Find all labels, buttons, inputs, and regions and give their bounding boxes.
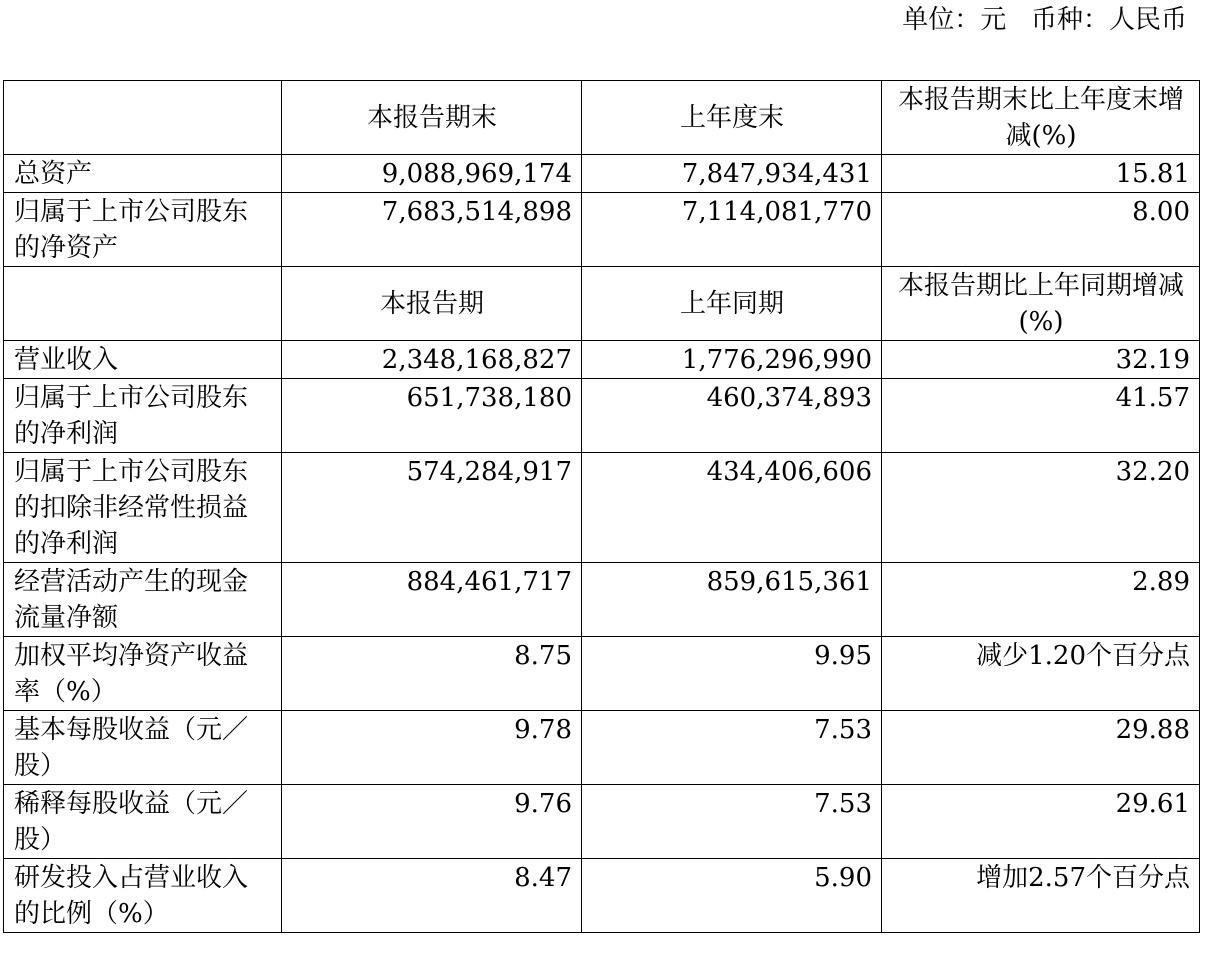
- row-prior-value: 859,615,361: [582, 563, 882, 637]
- row-prior-value: 7.53: [582, 711, 882, 785]
- table-row: [4, 859, 1200, 933]
- row-prior-value: 7.53: [582, 785, 882, 859]
- row-label: 经营活动产生的现金流量净额: [4, 563, 282, 637]
- header-change-vs-prior-period: 本报告期比上年同期增减(%): [882, 267, 1200, 341]
- row-change-value: 8.00: [882, 193, 1200, 267]
- table-row: [4, 637, 1200, 711]
- row-change-value: 2.89: [882, 563, 1200, 637]
- row-prior-value: 7,114,081,770: [582, 193, 882, 267]
- row-label: 归属于上市公司股东的扣除非经常性损益的净利润: [4, 453, 282, 563]
- row-change-value: 29.88: [882, 711, 1200, 785]
- financial-data-table: [3, 80, 1200, 933]
- table-row: [4, 711, 1200, 785]
- unit-currency-note: 单位：元 币种：人民币: [902, 5, 1187, 35]
- row-current-value: 651,738,180: [282, 379, 582, 453]
- row-prior-value: 7,847,934,431: [582, 155, 882, 193]
- header-prior-year-end: 上年度末: [582, 81, 882, 155]
- row-prior-value: 434,406,606: [582, 453, 882, 563]
- row-change-value: 41.57: [882, 379, 1200, 453]
- row-prior-value: 1,776,296,990: [582, 341, 882, 379]
- row-label: 归属于上市公司股东的净利润: [4, 379, 282, 453]
- row-change-value: 15.81: [882, 155, 1200, 193]
- row-label: 基本每股收益（元／股）: [4, 711, 282, 785]
- table-row: [4, 341, 1200, 379]
- row-current-value: 8.47: [282, 859, 582, 933]
- table-header-row-balance: [4, 81, 1200, 155]
- table-row: [4, 193, 1200, 267]
- row-prior-value: 460,374,893: [582, 379, 882, 453]
- row-prior-value: 9.95: [582, 637, 882, 711]
- row-current-value: 884,461,717: [282, 563, 582, 637]
- row-change-value: 增加2.57个百分点: [882, 859, 1200, 933]
- header-empty-cell: [4, 267, 282, 341]
- row-current-value: 2,348,168,827: [282, 341, 582, 379]
- row-current-value: 8.75: [282, 637, 582, 711]
- table-row: [4, 379, 1200, 453]
- row-change-value: 32.19: [882, 341, 1200, 379]
- row-change-value: 减少1.20个百分点: [882, 637, 1200, 711]
- table-row: [4, 155, 1200, 193]
- row-current-value: 7,683,514,898: [282, 193, 582, 267]
- header-prior-period: 上年同期: [582, 267, 882, 341]
- row-label: 营业收入: [4, 341, 282, 379]
- header-current-period: 本报告期: [282, 267, 582, 341]
- row-current-value: 9,088,969,174: [282, 155, 582, 193]
- row-label: 研发投入占营业收入的比例（%）: [4, 859, 282, 933]
- table-row: [4, 785, 1200, 859]
- row-prior-value: 5.90: [582, 859, 882, 933]
- header-period-end: 本报告期末: [282, 81, 582, 155]
- row-label: 稀释每股收益（元／股）: [4, 785, 282, 859]
- row-label: 总资产: [4, 155, 282, 193]
- header-empty-cell: [4, 81, 282, 155]
- table-row: [4, 453, 1200, 563]
- row-current-value: 574,284,917: [282, 453, 582, 563]
- row-current-value: 9.78: [282, 711, 582, 785]
- header-change-vs-year-end: 本报告期末比上年度末增减(%): [882, 81, 1200, 155]
- table-header-row-income: [4, 267, 1200, 341]
- row-label: 加权平均净资产收益率（%）: [4, 637, 282, 711]
- row-change-value: 29.61: [882, 785, 1200, 859]
- row-label: 归属于上市公司股东的净资产: [4, 193, 282, 267]
- row-change-value: 32.20: [882, 453, 1200, 563]
- row-current-value: 9.76: [282, 785, 582, 859]
- table-row: [4, 563, 1200, 637]
